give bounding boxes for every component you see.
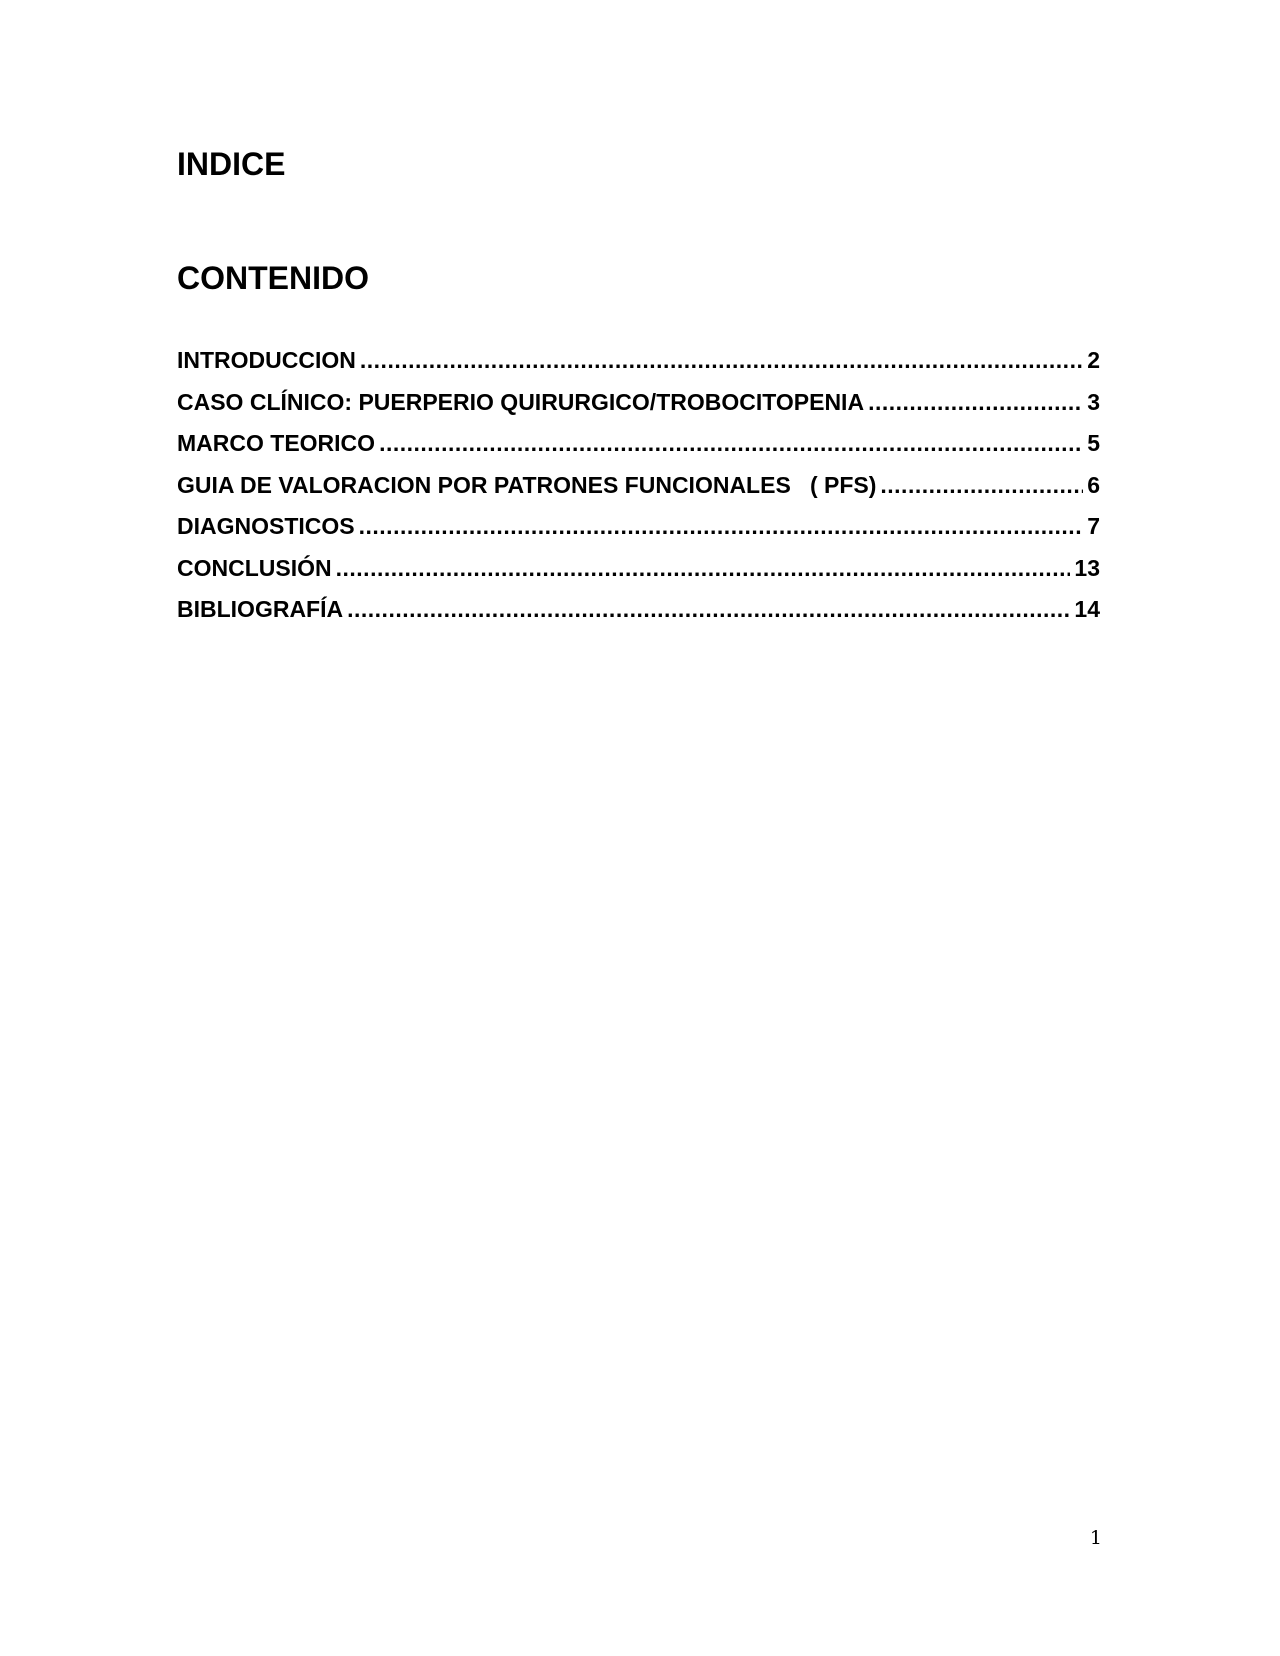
toc-entry-page: 3 <box>1087 388 1100 415</box>
toc-entry-page: 14 <box>1074 596 1100 622</box>
toc-entry-page: 13 <box>1074 554 1100 581</box>
toc-entry-label: GUIA DE VALORACION POR PATRONES FUNCIONALES ( PFS) <box>177 471 877 498</box>
toc-entry-page: 2 <box>1087 347 1100 373</box>
toc-entry-introduccion[interactable] <box>177 345 1100 387</box>
toc-entry-label: BIBLIOGRAFÍA <box>177 596 344 622</box>
toc-entry-label: DIAGNOSTICOS <box>177 513 355 539</box>
table-of-contents <box>177 345 1100 636</box>
toc-entry-label: INTRODUCCION <box>177 347 356 373</box>
toc-entry-bibliografia[interactable] <box>177 594 1100 636</box>
page-title: INDICE <box>177 146 286 182</box>
toc-dot-leader <box>347 594 1070 624</box>
toc-entry-caso-clinico[interactable] <box>177 387 1100 429</box>
toc-entry-page: 7 <box>1087 513 1100 539</box>
toc-entry-guia-valoracion[interactable] <box>177 470 1100 512</box>
toc-entry-label: CONCLUSIÓN <box>177 554 332 581</box>
toc-entry-page: 5 <box>1087 430 1100 456</box>
page-number: 1 <box>1089 1527 1102 1549</box>
toc-dot-leader <box>868 387 1083 417</box>
toc-dot-leader <box>379 428 1083 458</box>
toc-entry-page: 6 <box>1087 471 1100 498</box>
toc-entry-marco-teorico[interactable] <box>177 428 1100 470</box>
toc-entry-conclusion[interactable] <box>177 553 1100 595</box>
section-title: CONTENIDO <box>177 260 369 296</box>
toc-entry-label: MARCO TEORICO <box>177 430 376 456</box>
toc-dot-leader <box>880 470 1083 500</box>
toc-entry-diagnosticos[interactable] <box>177 511 1100 553</box>
toc-dot-leader <box>336 553 1071 583</box>
toc-entry-label: CASO CLÍNICO: PUERPERIO QUIRURGICO/TROBOCITOPENIA <box>177 388 865 415</box>
toc-dot-leader <box>360 345 1083 375</box>
toc-dot-leader <box>359 511 1084 541</box>
